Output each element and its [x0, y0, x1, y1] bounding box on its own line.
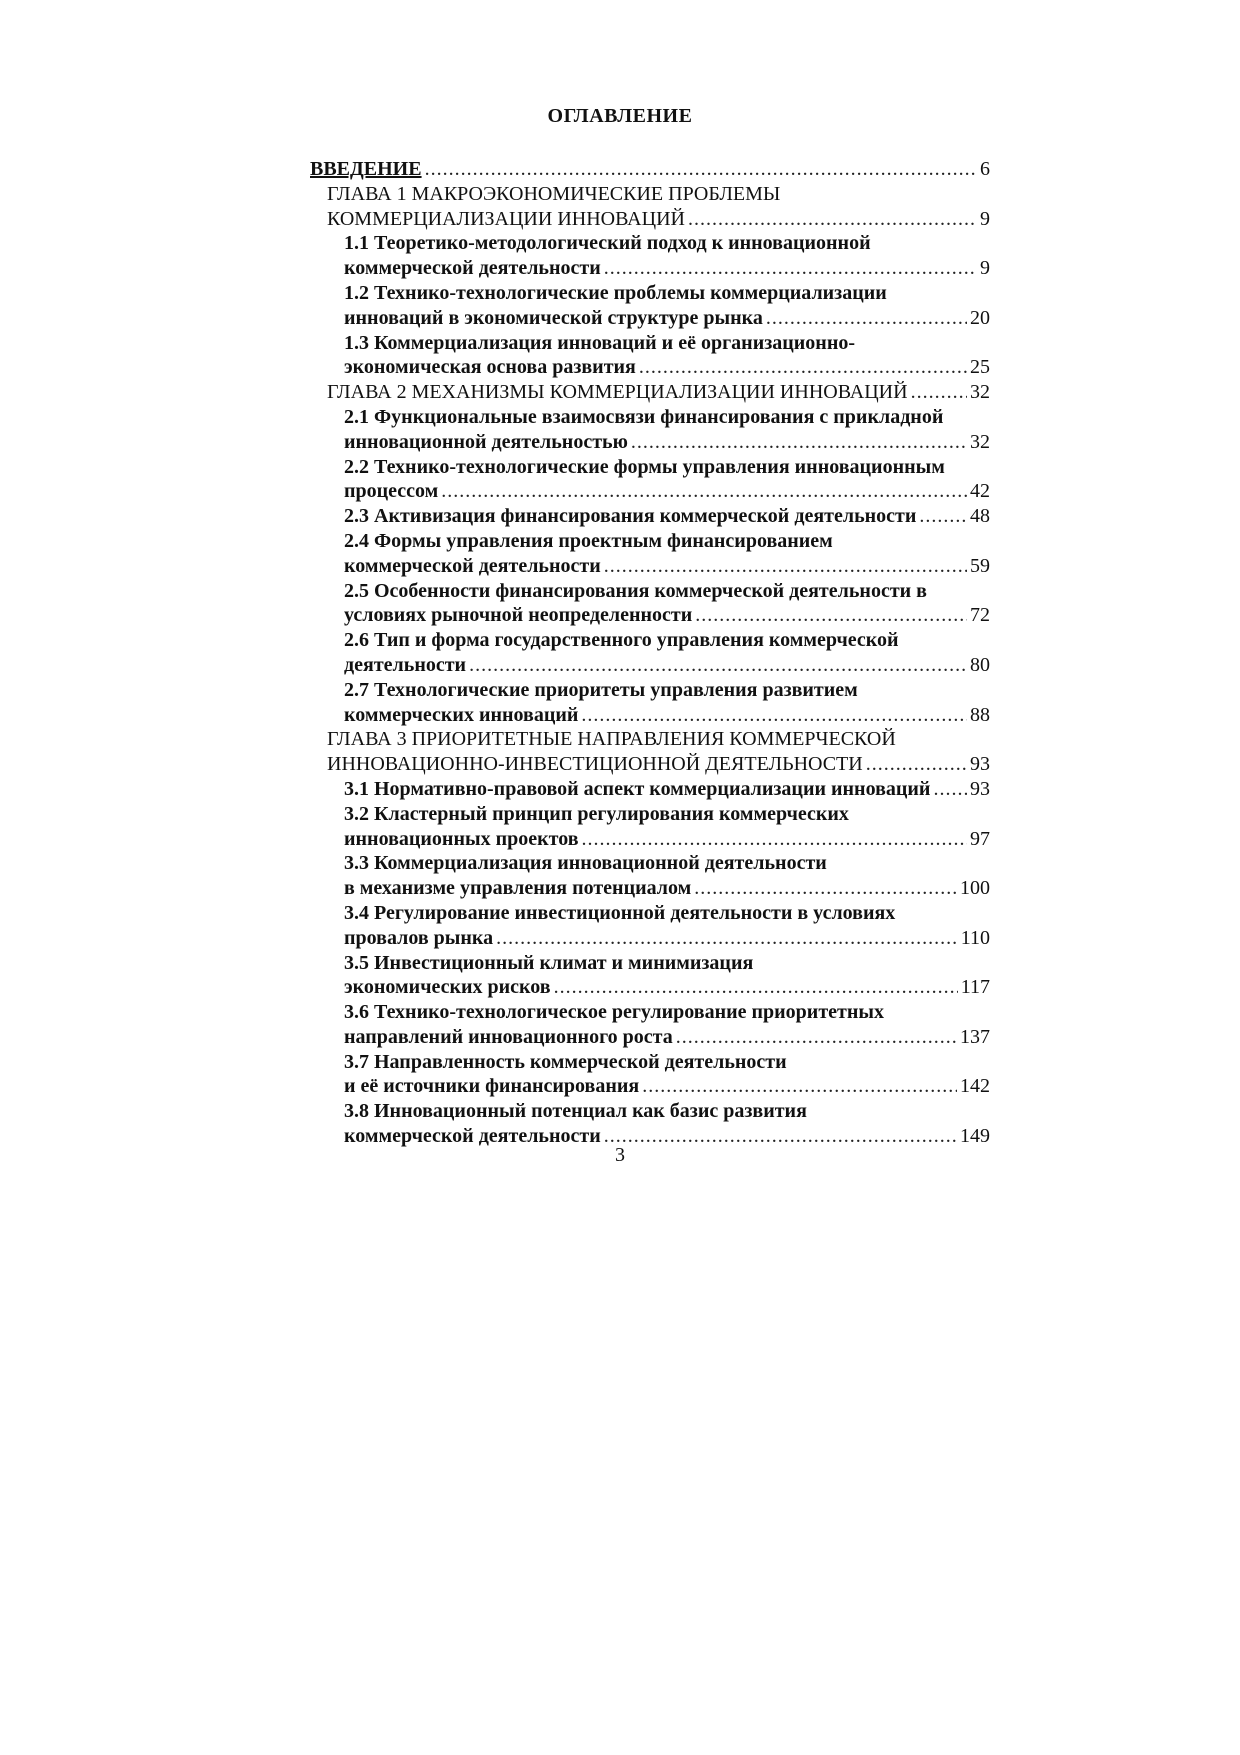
- toc-page-number: 137: [960, 1025, 990, 1048]
- toc-entry-text: 2.2 Технико-технологические формы управления инновационным: [344, 455, 945, 478]
- dot-leader: [554, 975, 958, 1000]
- toc-entry-text: 2.3 Активизация финансирования коммерческой деятельности: [344, 505, 917, 528]
- dot-leader: [469, 653, 967, 678]
- toc-entry[interactable]: [310, 405, 990, 455]
- toc-entry[interactable]: [310, 1099, 990, 1149]
- toc-entry[interactable]: [310, 529, 990, 579]
- dot-leader: [676, 1025, 957, 1050]
- toc-entry[interactable]: [310, 802, 990, 852]
- toc-entry[interactable]: [310, 951, 990, 1001]
- dot-leader: [581, 703, 967, 728]
- toc-page-number: 42: [970, 480, 990, 503]
- toc-entry-text: деятельности: [344, 653, 467, 676]
- toc-page-number: 93: [970, 753, 990, 776]
- toc-entry[interactable]: [310, 777, 990, 802]
- toc-entry[interactable]: [310, 579, 990, 629]
- toc-page-number: 110: [960, 926, 990, 949]
- dot-leader: [694, 876, 957, 901]
- toc-entry-text: инновационной деятельностью: [344, 430, 628, 453]
- toc-page-number: 97: [970, 827, 990, 850]
- dot-leader: [496, 926, 958, 951]
- toc-entry-text: 2.4 Формы управления проектным финансированием: [344, 529, 833, 552]
- toc-entry[interactable]: [310, 182, 990, 232]
- toc-entry-text: 3.8 Инновационный потенциал как базис развития: [344, 1100, 807, 1123]
- toc-entry-text: 3.1 Нормативно-правовой аспект коммерциализации инноваций: [344, 777, 931, 800]
- toc-entry[interactable]: [310, 504, 990, 529]
- toc-entry[interactable]: [310, 851, 990, 901]
- toc-entry-text: в механизме управления потенциалом: [344, 877, 692, 900]
- toc-entry[interactable]: [310, 1000, 990, 1050]
- toc-entry[interactable]: [310, 678, 990, 728]
- toc-entry-text: 3.2 Кластерный принцип регулирования коммерческих: [344, 802, 849, 825]
- toc-page-number: 80: [970, 653, 990, 676]
- toc-entry-text: 2.1 Функциональные взаимосвязи финансирования с прикладной: [344, 405, 944, 428]
- toc-page-number: 142: [960, 1075, 990, 1098]
- toc-entry-text: 2.5 Особенности финансирования коммерческой деятельности в: [344, 579, 927, 602]
- toc-page-number: 32: [970, 381, 990, 404]
- toc-page-number: 9: [980, 207, 990, 230]
- dot-leader: [911, 380, 967, 405]
- toc-page-number: 149: [960, 1125, 990, 1148]
- toc-entry-text: коммерческой деятельности: [344, 1125, 601, 1148]
- toc-entry[interactable]: [310, 455, 990, 505]
- toc-entry[interactable]: [310, 1050, 990, 1100]
- toc-entry[interactable]: [310, 331, 990, 381]
- toc-entry-text: коммерческой деятельности: [344, 257, 601, 280]
- toc-entry-text: экономических рисков: [344, 976, 551, 999]
- toc-entry-text: процессом: [344, 480, 439, 503]
- toc-entry-text: КОММЕРЦИАЛИЗАЦИИ ИННОВАЦИЙ: [327, 207, 685, 230]
- toc-entry[interactable]: [310, 281, 990, 331]
- toc-entry-text: ВВЕДЕНИЕ: [310, 158, 422, 180]
- toc-entry-text: 1.3 Коммерциализация инноваций и её организационно-: [344, 331, 856, 354]
- dot-leader: [688, 207, 977, 232]
- toc-entry-text: провалов рынка: [344, 926, 494, 949]
- table-of-contents: [310, 157, 990, 1149]
- dot-leader: [582, 827, 968, 852]
- toc-page-number: 32: [970, 430, 990, 453]
- toc-entry-text: ИННОВАЦИОННО-ИНВЕСТИЦИОННОЙ ДЕЯТЕЛЬНОСТИ: [327, 753, 863, 776]
- toc-page-number: 93: [970, 777, 990, 800]
- toc-entry-text: инновационных проектов: [344, 827, 579, 850]
- toc-entry-text: коммерческой деятельности: [344, 554, 601, 577]
- toc-entry-text: ГЛАВА 3 ПРИОРИТЕТНЫЕ НАПРАВЛЕНИЯ КОММЕРЧЕСКОЙ: [327, 728, 896, 751]
- toc-page-number: 25: [970, 356, 990, 379]
- dot-leader: [639, 355, 967, 380]
- toc-entry[interactable]: [310, 380, 990, 405]
- toc-entry-text: условиях рыночной неопределенности: [344, 604, 693, 627]
- toc-entry-text: 2.6 Тип и форма государственного управления коммерческой: [344, 629, 899, 652]
- toc-page-number: 88: [970, 703, 990, 726]
- dot-leader: [631, 430, 967, 455]
- toc-entry-text: ГЛАВА 1 МАКРОЭКОНОМИЧЕСКИЕ ПРОБЛЕМЫ: [327, 182, 781, 205]
- toc-entry-text: ГЛАВА 2 МЕХАНИЗМЫ КОММЕРЦИАЛИЗАЦИИ ИННОВАЦИЙ: [327, 381, 908, 404]
- toc-page-number: 72: [970, 604, 990, 627]
- toc-entry[interactable]: [310, 628, 990, 678]
- toc-entry-text: экономическая основа развития: [344, 356, 636, 379]
- dot-leader: [604, 256, 977, 281]
- dot-leader: [604, 554, 967, 579]
- toc-entry-text: 1.1 Теоретико-методологический подход к инновационной: [344, 232, 871, 255]
- toc-entry-text: 3.3 Коммерциализация инновационной деятельности: [344, 852, 827, 875]
- toc-entry-text: 1.2 Технико-технологические проблемы коммерциализации: [344, 281, 887, 304]
- toc-entry-text: и её источники финансирования: [344, 1075, 640, 1098]
- toc-title: ОГЛАВЛЕНИЕ: [547, 105, 693, 127]
- dot-leader: [425, 157, 977, 182]
- toc-entry[interactable]: [310, 157, 990, 182]
- toc-page-number: 59: [970, 554, 990, 577]
- dot-leader: [642, 1074, 957, 1099]
- toc-page-number: 48: [970, 505, 990, 528]
- toc-entry[interactable]: [310, 901, 990, 951]
- dot-leader: [695, 603, 967, 628]
- dot-leader: [441, 479, 967, 504]
- toc-page-number: 100: [960, 877, 990, 900]
- toc-entry-text: 3.6 Технико-технологическое регулирование приоритетных: [344, 1001, 884, 1024]
- toc-entry-text: направлений инновационного роста: [344, 1025, 673, 1048]
- toc-entry-text: коммерческих инноваций: [344, 703, 579, 726]
- dot-leader: [919, 504, 967, 529]
- dot-leader: [866, 752, 967, 777]
- toc-entry[interactable]: [310, 231, 990, 281]
- toc-entry-text: 3.4 Регулирование инвестиционной деятельности в условиях: [344, 901, 896, 924]
- toc-entry[interactable]: [310, 727, 990, 777]
- toc-entry-text: 2.7 Технологические приоритеты управления развитием: [344, 678, 858, 701]
- page-number: 3: [615, 1144, 625, 1166]
- toc-entry-text: инноваций в экономической структуре рынка: [344, 306, 763, 329]
- dot-leader: [766, 306, 967, 331]
- toc-page-number: 9: [980, 257, 990, 280]
- toc-page-number: 6: [980, 158, 990, 180]
- toc-page-number: 117: [960, 976, 990, 999]
- dot-leader: [933, 777, 967, 802]
- toc-page-number: 20: [970, 306, 990, 329]
- toc-entry-text: 3.7 Направленность коммерческой деятельности: [344, 1050, 787, 1073]
- toc-entry-text: 3.5 Инвестиционный климат и минимизация: [344, 951, 754, 974]
